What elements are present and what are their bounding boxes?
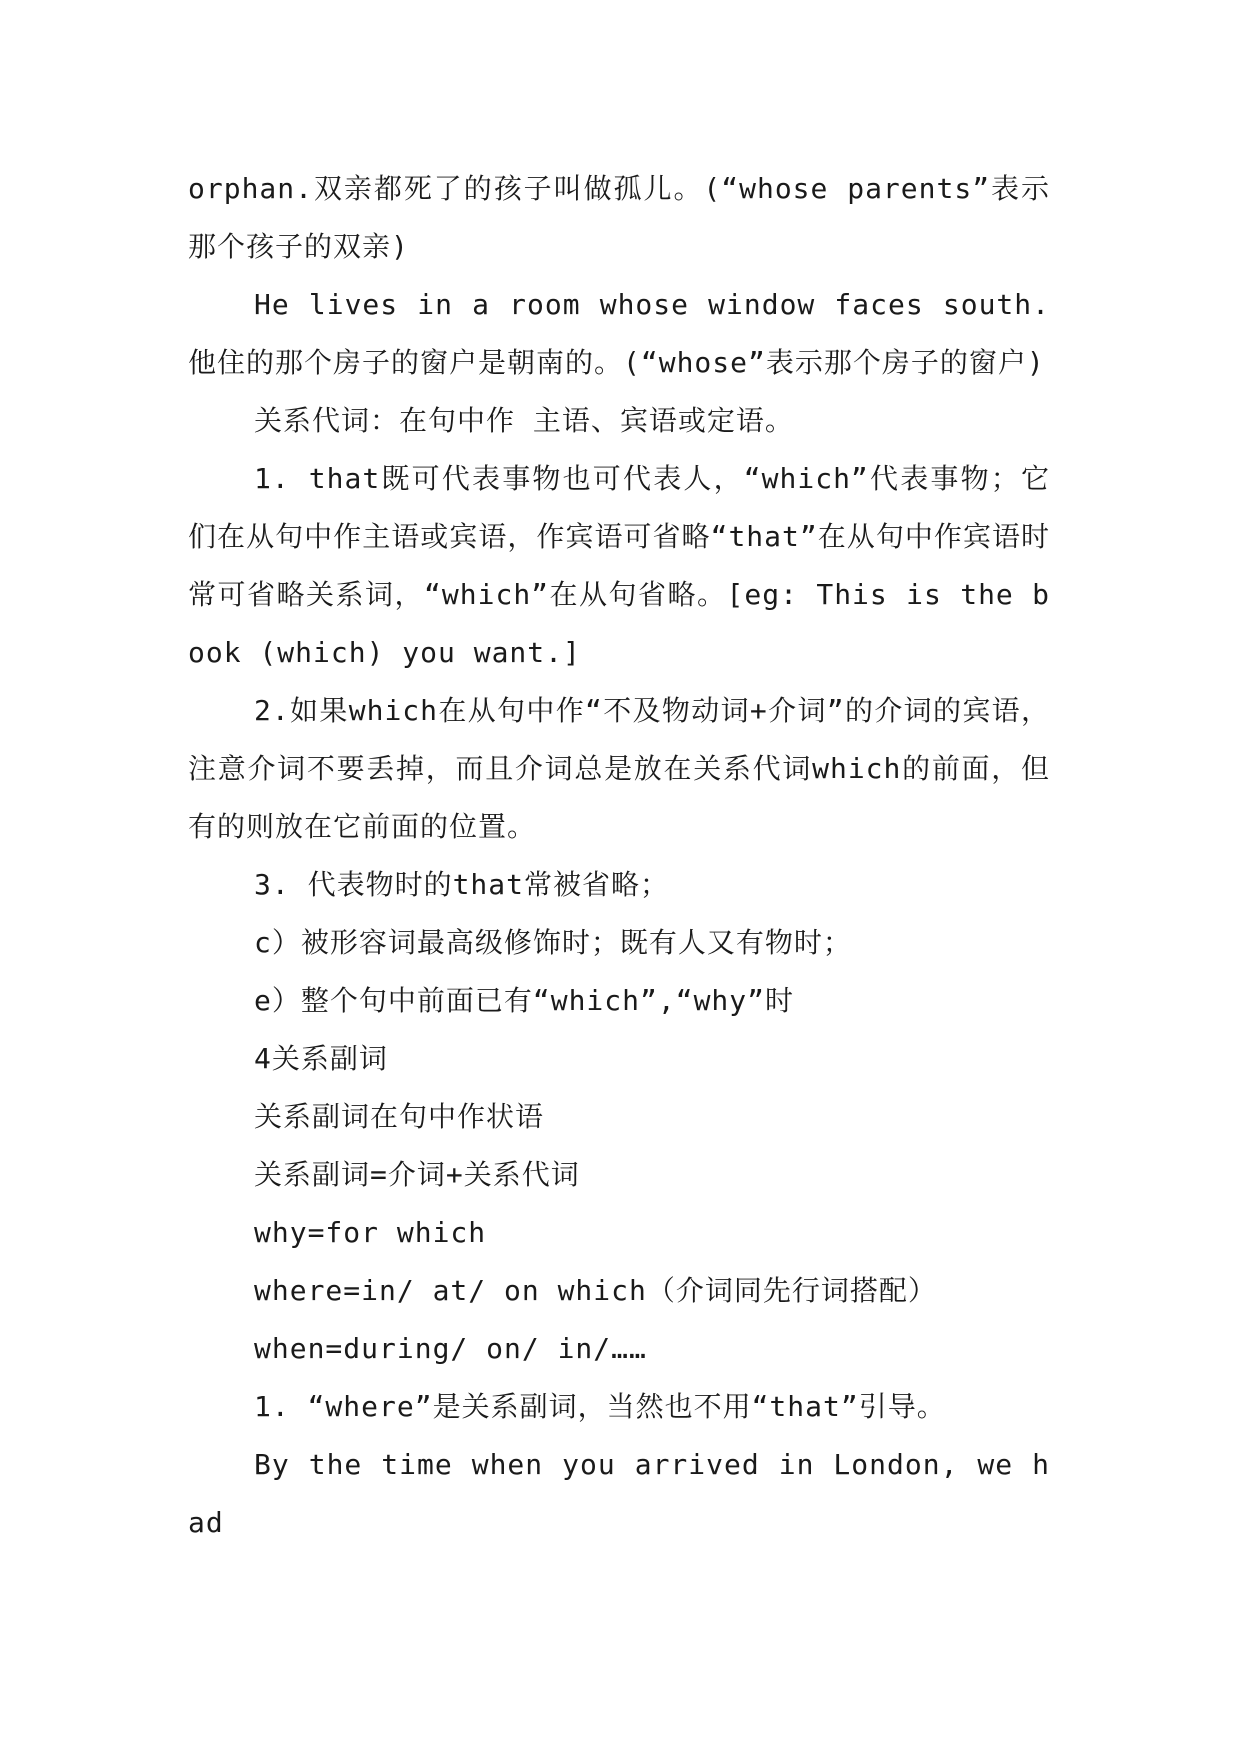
section-heading-relative-adverb: 4关系副词 xyxy=(254,1042,388,1075)
paragraph-rule-3: 3. 代表物时的that常被省略； xyxy=(254,868,670,901)
document-body xyxy=(188,160,1050,1552)
paragraph-relative-pronoun-heading: 关系代词：在句中作 主语、宾语或定语。 xyxy=(254,404,794,437)
paragraph-rule-2: 2.如果which在从句中作“不及物动词+介词”的介词的宾语，注意介词不要丢掉，而且介词总是放在关系代词which的前面，但有的则放在它前面的位置。 xyxy=(188,694,1050,843)
paragraph-where-rule: 1. “where”是关系副词，当然也不用“that”引导。 xyxy=(254,1390,946,1423)
paragraph-rule-e: e）整个句中前面已有“which”,“why”时 xyxy=(254,984,795,1017)
paragraph-example-by-the-time: By the time when you arrived in London, we had xyxy=(188,1448,1050,1539)
paragraph-orphan: orphan.双亲都死了的孩子叫做孤儿。(“whose parents”表示那个孩子的双亲) xyxy=(188,172,1050,263)
paragraph-adverb-formula: 关系副词=介词+关系代词 xyxy=(254,1158,580,1191)
paragraph-when-formula: when=during/ on/ in/…… xyxy=(254,1332,647,1365)
paragraph-rule-1: 1. that既可代表事物也可代表人，“which”代表事物；它们在从句中作主语或宾语，作宾语可省略“that”在从句中作宾语时常可省略关系词，“which”在从句省略。[eg: This is the book (which) you want.] xyxy=(188,462,1050,669)
paragraph-where-formula: where=in/ at/ on which（介词同先行词搭配） xyxy=(254,1274,937,1307)
paragraph-adverb-function: 关系副词在句中作状语 xyxy=(254,1100,545,1133)
paragraph-why-formula: why=for which xyxy=(254,1216,487,1249)
paragraph-rule-c: c）被形容词最高级修饰时；既有人又有物时； xyxy=(254,926,852,959)
paragraph-whose-window: He lives in a room whose window faces south.他住的那个房子的窗户是朝南的。(“whose”表示那个房子的窗户) xyxy=(188,288,1050,379)
